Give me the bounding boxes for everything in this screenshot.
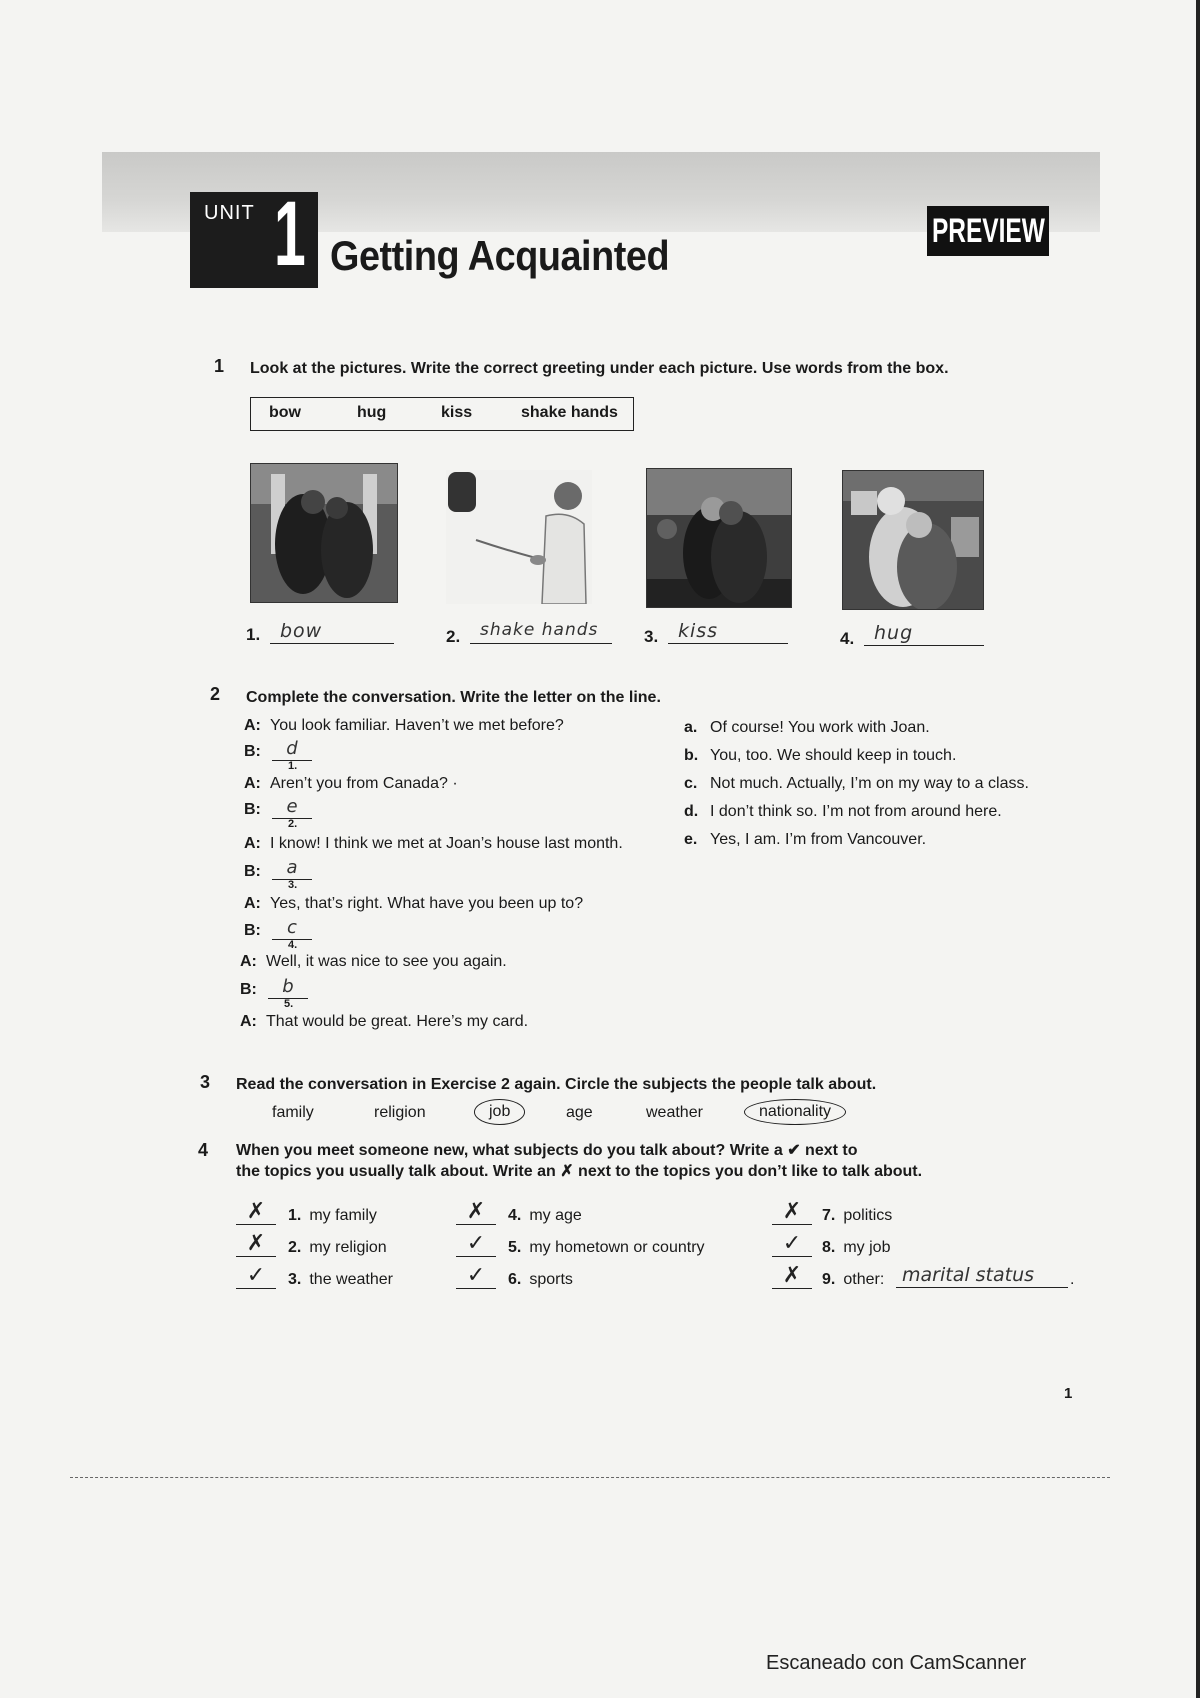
conversation-blank-2[interactable]: e xyxy=(272,796,312,819)
word-box-item: bow xyxy=(269,404,301,421)
topic-mark-9[interactable]: ✗ xyxy=(772,1264,812,1289)
page-edge xyxy=(1196,0,1200,1698)
blank-number: 5. xyxy=(284,998,294,1010)
option-d: d. I don’t think so. I’m not from around here. xyxy=(684,803,1002,820)
topic-3: 3. the weather xyxy=(288,1271,393,1288)
preview-badge: PREVIEW xyxy=(927,206,1049,256)
option-c: c. Not much. Actually, I’m on my way to a class. xyxy=(684,775,1029,792)
conversation-blank-5[interactable]: b xyxy=(268,976,308,999)
unit-title: Getting Acquainted xyxy=(330,232,670,279)
photo-bow xyxy=(250,463,398,603)
unit-number: 1 xyxy=(274,183,306,285)
topic-mark-7[interactable]: ✗ xyxy=(772,1200,812,1225)
unit-word: UNIT xyxy=(204,202,255,224)
word-box-item: kiss xyxy=(441,404,473,421)
answer-3[interactable]: kiss xyxy=(668,620,788,644)
option-e: e. Yes, I am. I’m from Vancouver. xyxy=(684,831,927,848)
topic-mark-8[interactable]: ✓ xyxy=(772,1232,812,1257)
conversation-line: B: xyxy=(244,863,261,880)
other-topic-input[interactable]: marital status xyxy=(896,1264,1068,1288)
caption-4-number: 4. xyxy=(840,629,855,648)
conversation-line: A: Aren’t you from Canada? · xyxy=(244,775,458,792)
blank-number: 1. xyxy=(288,760,298,772)
footer-rule xyxy=(70,1477,1110,1478)
conversation-line: A: That would be great. Here’s my card. xyxy=(240,1013,529,1030)
conversation-line: B: xyxy=(240,981,257,998)
conversation-line: A: I know! I think we met at Joan’s house last month. xyxy=(244,835,623,852)
conversation-blank-4[interactable]: c xyxy=(272,917,312,940)
exercise-2-number: 2 xyxy=(210,684,221,704)
answer-4[interactable]: hug xyxy=(864,622,984,646)
subject-job[interactable]: job xyxy=(474,1099,525,1125)
photo-kiss xyxy=(646,468,792,608)
conversation-line: A: Yes, that’s right. What have you been up to? xyxy=(244,895,584,912)
conversation-line: A: You look familiar. Haven’t we met before? xyxy=(244,717,564,734)
conversation-blank-3[interactable]: a xyxy=(272,857,312,880)
exercise-4-instruction-line2: the topics you usually talk about. Write an ✗ next to the topics you don’t like to talk about. xyxy=(236,1163,923,1180)
page-number: 1 xyxy=(1064,1385,1073,1402)
answer-2[interactable]: shake hands xyxy=(470,620,612,644)
topic-2: 2. my religion xyxy=(288,1239,387,1256)
topic-6: 6. sports xyxy=(508,1271,573,1288)
topic-7: 7. politics xyxy=(822,1207,893,1224)
conversation-blank-1[interactable]: d xyxy=(272,738,312,761)
scanner-watermark: Escaneado con CamScanner xyxy=(766,1652,1027,1674)
other-period: . xyxy=(1070,1271,1075,1288)
topic-8: 8. my job xyxy=(822,1239,891,1256)
subject-nationality[interactable]: nationality xyxy=(744,1099,846,1125)
caption-1-number: 1. xyxy=(246,625,261,644)
blank-number: 4. xyxy=(288,939,298,951)
subject-weather[interactable]: weather xyxy=(646,1104,703,1121)
exercise-3-number: 3 xyxy=(200,1072,211,1092)
caption-3-number: 3. xyxy=(644,627,659,646)
word-box-item: hug xyxy=(357,404,387,421)
blank-number: 3. xyxy=(288,879,298,891)
subject-age[interactable]: age xyxy=(566,1104,593,1121)
topic-mark-5[interactable]: ✓ xyxy=(456,1232,496,1257)
unit-badge xyxy=(190,183,318,288)
exercise-3-instruction: Read the conversation in Exercise 2 again. Circle the subjects the people talk about. xyxy=(236,1076,877,1093)
word-box-item: shake hands xyxy=(521,404,618,421)
exercise-4-number: 4 xyxy=(198,1140,209,1160)
conversation-line: B: xyxy=(244,743,261,760)
option-a: a. Of course! You work with Joan. xyxy=(684,719,930,736)
blank-number: 2. xyxy=(288,818,298,830)
exercise-2-instruction: Complete the conversation. Write the letter on the line. xyxy=(246,689,661,706)
topic-1: 1. my family xyxy=(288,1207,377,1224)
topic-4: 4. my age xyxy=(508,1207,582,1224)
photo-shake-hands xyxy=(446,470,592,604)
conversation-line: B: xyxy=(244,922,261,939)
conversation-line: A: Well, it was nice to see you again. xyxy=(240,953,507,970)
answer-1[interactable]: bow xyxy=(270,620,394,644)
conversation-line: B: xyxy=(244,801,261,818)
subject-family[interactable]: family xyxy=(272,1104,314,1121)
topic-mark-6[interactable]: ✓ xyxy=(456,1264,496,1289)
option-b: b. You, too. We should keep in touch. xyxy=(684,747,957,764)
topic-5: 5. my hometown or country xyxy=(508,1239,705,1256)
subject-religion[interactable]: religion xyxy=(374,1104,426,1121)
topic-mark-1[interactable]: ✗ xyxy=(236,1200,276,1225)
caption-2-number: 2. xyxy=(446,627,461,646)
photo-hug xyxy=(842,470,984,610)
exercise-4-instruction-line1: When you meet someone new, what subjects do you talk about? Write a ✔ next to xyxy=(236,1142,858,1159)
exercise-1-number: 1 xyxy=(214,356,225,376)
exercise-1-instruction: Look at the pictures. Write the correct greeting under each picture. Use words from the box. xyxy=(250,360,949,377)
topic-mark-3[interactable]: ✓ xyxy=(236,1264,276,1289)
topic-mark-2[interactable]: ✗ xyxy=(236,1232,276,1257)
topic-9: 9. other: xyxy=(822,1271,885,1288)
topic-mark-4[interactable]: ✗ xyxy=(456,1200,496,1225)
word-box xyxy=(250,397,634,431)
